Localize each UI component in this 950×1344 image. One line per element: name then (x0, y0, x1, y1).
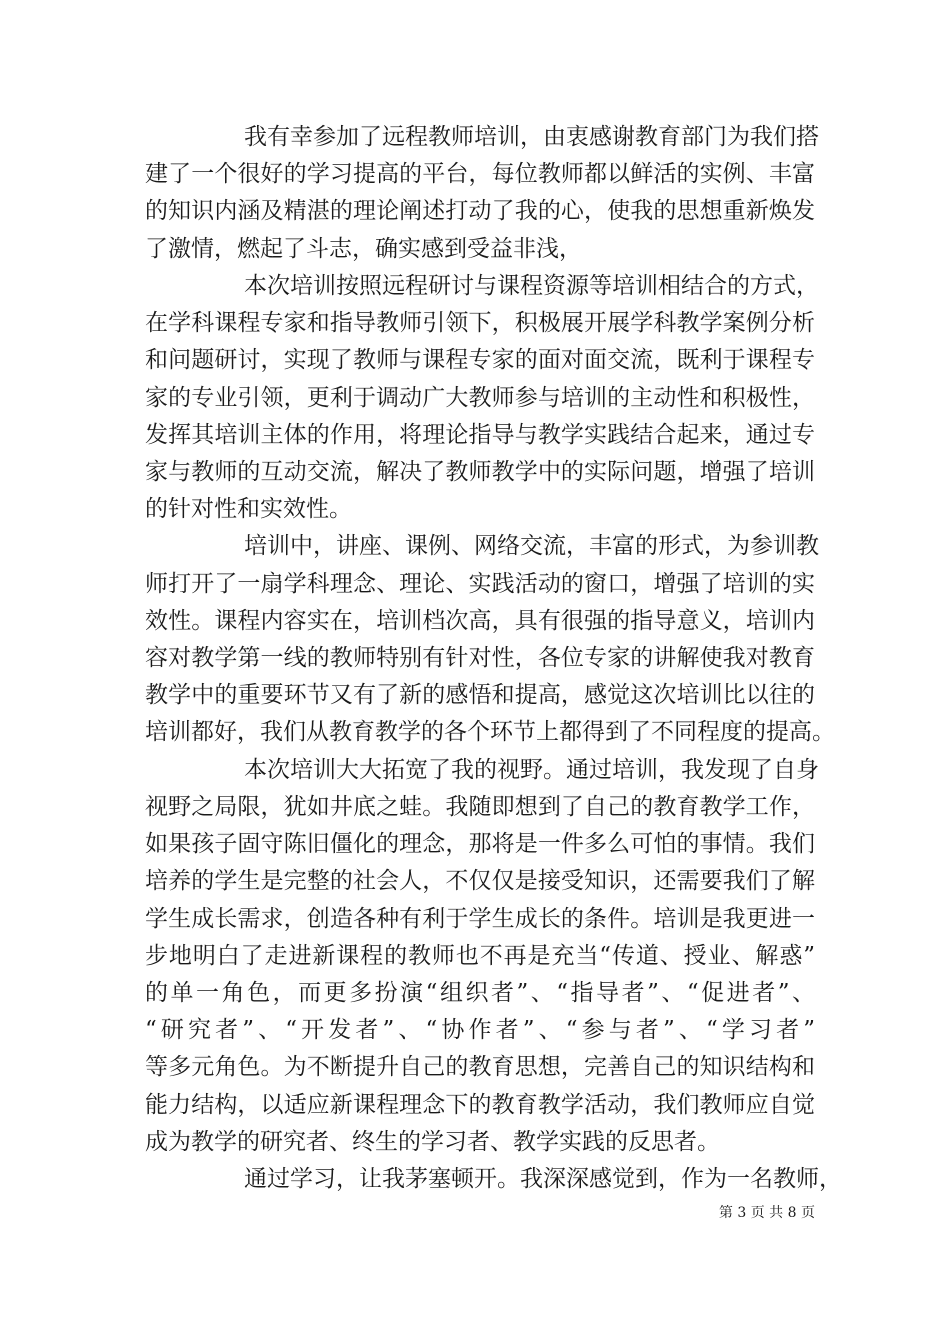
text-line: 通过学习，让我茅塞顿开。我深深感觉到，作为一名教师， (244, 1166, 842, 1192)
text-line: 步地明白了走进新课程的教师也不再是充当“传道、授业、解惑” (145, 943, 815, 969)
text-line: 的针对性和实效性。 (145, 496, 352, 522)
page-number-footer: 第 3 页 共 8 页 (718, 1205, 815, 1221)
text-line: 发挥其培训主体的作用，将理论指导与教学实践结合起来，通过专 (145, 422, 815, 448)
text-line: 在学科课程专家和指导教师引领下，积极展开展学科教学案例分析 (145, 310, 815, 336)
text-line: 容对教学第一线的教师特别有针对性，各位专家的讲解使我对教育 (145, 645, 815, 671)
text-line: 成为教学的研究者、终生的学习者、教学实践的反思者。 (145, 1129, 720, 1155)
text-line: 能力结构，以适应新课程理念下的教育教学活动，我们教师应自觉 (145, 1092, 815, 1118)
text-line: 了激情，燃起了斗志，确实感到受益非浅， (145, 236, 582, 262)
text-line: 本次培训按照远程研讨与课程资源等培训相结合的方式， (244, 273, 819, 299)
text-line: 我有幸参加了远程教师培训，由衷感谢教育部门为我们搭 (244, 124, 819, 150)
text-line: 家与教师的互动交流，解决了教师教学中的实际问题，增强了培训 (145, 459, 815, 485)
text-line: 教学中的重要环节又有了新的感悟和提高，感觉这次培训比以往的 (145, 682, 815, 708)
text-line: 效性。课程内容实在，培训档次高，具有很强的指导意义，培训内 (145, 608, 815, 634)
text-line: 和问题研讨，实现了教师与课程专家的面对面交流，既利于课程专 (145, 347, 815, 373)
text-line: 家的专业引领，更利于调动广大教师参与培训的主动性和积极性， (145, 385, 815, 411)
text-line: 培训中，讲座、课例、网络交流，丰富的形式，为参训教 (244, 533, 819, 559)
text-line: 培训都好，我们从教育教学的各个环节上都得到了不同程度的提高。 (145, 719, 835, 745)
text-line: “研究者”、“开发者”、“协作者”、“参与者”、“学习者” (145, 1017, 815, 1043)
text-line: 建了一个很好的学习提高的平台，每位教师都以鲜活的实例、丰富 (145, 161, 815, 187)
text-line: 等多元角色。为不断提升自己的教育思想，完善自己的知识结构和 (145, 1054, 815, 1080)
text-line: 学生成长需求，创造各种有利于学生成长的条件。培训是我更进一 (145, 906, 815, 932)
text-line: 的知识内涵及精湛的理论阐述打动了我的心，使我的思想重新焕发 (145, 198, 815, 224)
text-line: 师打开了一扇学科理念、理论、实践活动的窗口，增强了培训的实 (145, 571, 815, 597)
text-line: 视野之局限，犹如井底之蛙。我随即想到了自己的教育教学工作， (145, 794, 815, 820)
text-line: 如果孩子固守陈旧僵化的理念，那将是一件多么可怕的事情。我们 (145, 831, 815, 857)
text-line: 的单一角色，而更多扮演“组织者”、“指导者”、“促进者”、 (145, 980, 815, 1006)
text-line: 本次培训大大拓宽了我的视野。通过培训，我发现了自身 (244, 757, 819, 783)
text-line: 培养的学生是完整的社会人，不仅仅是接受知识，还需要我们了解 (145, 868, 815, 894)
